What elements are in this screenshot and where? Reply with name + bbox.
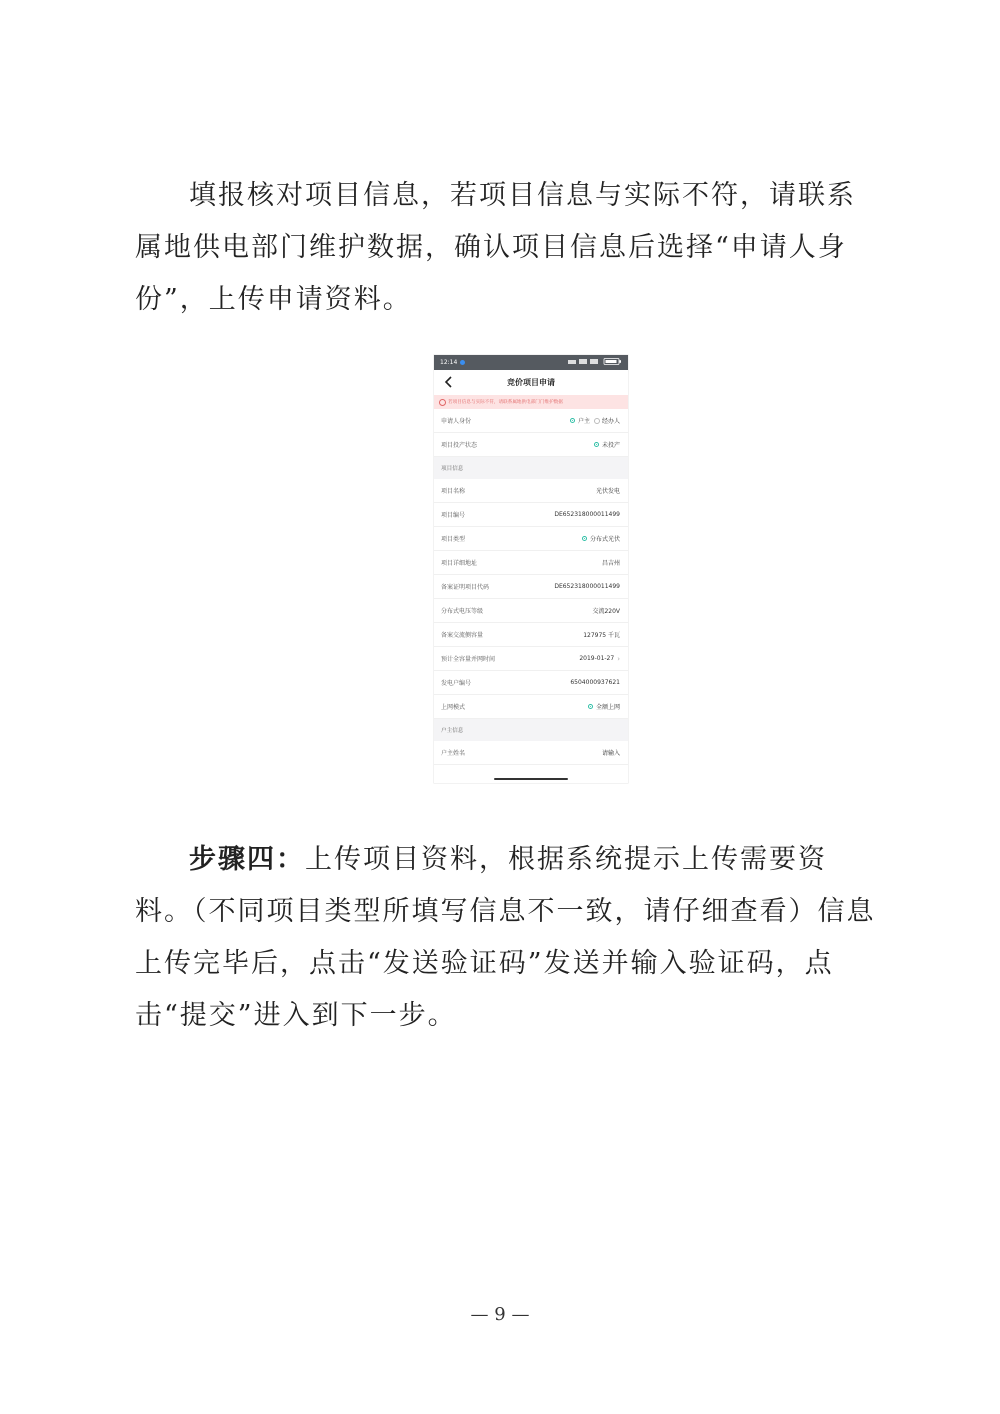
row-value: 光伏发电: [595, 488, 620, 495]
owner-name-row[interactable]: [434, 741, 628, 765]
row-label: 项目类型: [441, 536, 466, 543]
notification-icon: [460, 360, 465, 365]
step4-text: 上传项目资料，根据系统提示上传需要资料。（不同项目类型所填写信息不一致，请仔细查看）信息上传完毕后，点击“发送验证码”发送并输入验证码，点击“提交”进入到下一步。: [135, 844, 876, 1031]
project-status-row: [434, 433, 628, 457]
status-bar: [434, 355, 628, 370]
status-icons: [568, 358, 622, 367]
row-label: 备案交流侧容量: [441, 632, 484, 639]
applicant-identity-row: [434, 409, 628, 433]
owner-name-input[interactable]: 请输入: [601, 750, 620, 757]
nav-bar: [434, 370, 628, 395]
status-time: 12:14: [440, 359, 458, 366]
project-type-row: [434, 527, 628, 551]
section-project-info: 项目信息: [434, 457, 628, 479]
agent-radio[interactable]: [594, 418, 600, 424]
grid-mode-row: [434, 695, 628, 719]
project-type-radio[interactable]: [582, 536, 587, 541]
section-owner-info: 户主信息: [434, 719, 628, 741]
record-code-row: [434, 575, 628, 599]
row-label: 项目投产状态: [441, 442, 478, 449]
row-label: 户主姓名: [441, 750, 466, 757]
row-label: 项目名称: [441, 488, 466, 495]
project-number-row: [434, 503, 628, 527]
owner-radio[interactable]: [570, 418, 575, 423]
row-value: DE652318000011499: [554, 583, 620, 590]
grid-mode-radio[interactable]: [588, 704, 593, 709]
generator-number-row: [434, 671, 628, 695]
row-value[interactable]: 未投产: [601, 442, 620, 449]
row-label: 备案证明项目代码: [441, 584, 490, 591]
page-number: — 9 —: [470, 1304, 530, 1325]
project-name-row: [434, 479, 628, 503]
row-value: 6504000937621: [570, 679, 620, 686]
row-value[interactable]: 全额上网: [595, 704, 620, 711]
row-label: 申请人身份: [441, 418, 472, 425]
warning-banner: [434, 395, 628, 409]
row-value: 交流220V: [592, 608, 620, 615]
project-address-row: [434, 551, 628, 575]
row-value: DE652318000011499: [554, 511, 620, 518]
intro-paragraph: 填报核对项目信息，若项目信息与实际不符，请联系属地供电部门维护数据，确认项目信息后选择“申请人身份”，上传申请资料。: [135, 180, 856, 315]
step4-paragraph: [135, 834, 880, 1042]
page-title: 竞价项目申请: [507, 378, 555, 387]
home-indicator: [494, 778, 568, 780]
chevron-right-icon: ›: [617, 654, 620, 663]
row-label: 项目编号: [441, 512, 466, 519]
row-value[interactable]: 分布式光伏: [589, 536, 620, 543]
grid-date-row[interactable]: [434, 647, 628, 671]
row-label: 预计全容量并网时间: [441, 656, 496, 663]
warning-text: 若项目信息与实际不符，请联系属地供电部门门维护数据: [448, 400, 563, 405]
voltage-level-row: [434, 599, 628, 623]
phone-screenshot: [434, 355, 628, 783]
agent-option-label[interactable]: 经办人: [601, 418, 620, 425]
warning-icon: [439, 399, 446, 406]
row-value: 昌吉州: [601, 560, 620, 567]
row-label: 发电户编号: [441, 680, 472, 687]
ac-capacity-row: [434, 623, 628, 647]
owner-option-label[interactable]: 户主: [577, 418, 590, 425]
row-label: 项目详细地址: [441, 560, 478, 567]
step4-heading: 步骤四：: [189, 844, 305, 875]
row-value: 127975 千瓦: [583, 632, 620, 639]
row-value: 2019-01-27: [579, 655, 615, 662]
back-arrow-icon[interactable]: [444, 376, 454, 388]
not-in-production-radio[interactable]: [594, 442, 599, 447]
row-label: 分布式电压等级: [441, 608, 484, 615]
row-label: 上网模式: [441, 704, 466, 711]
signal-battery-icon: [568, 358, 622, 365]
